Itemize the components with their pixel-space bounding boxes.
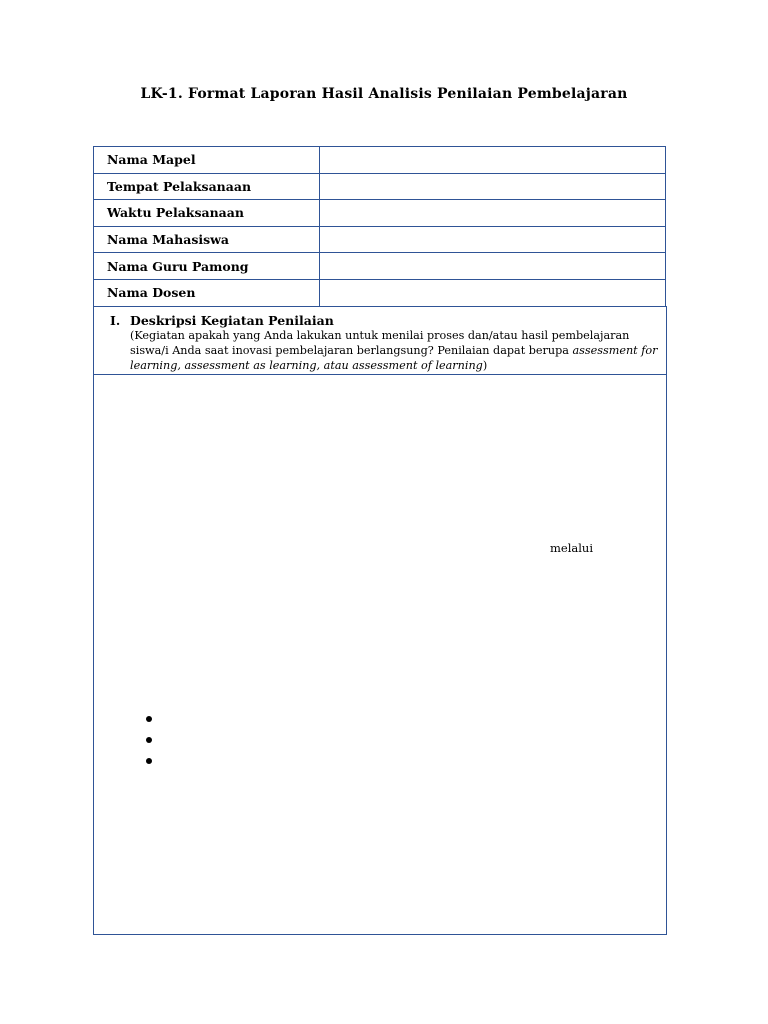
- bullet-icon: [146, 737, 152, 743]
- section-header: [94, 306, 666, 375]
- row-label-nama-guru-pamong: Nama Guru Pamong: [94, 253, 320, 280]
- row-label-tempat-pelaksanaan: Tempat Pelaksanaan: [94, 173, 320, 200]
- description-italic: assessment for learning, assessment as learning, atau assessment of learning: [130, 344, 658, 373]
- section-deskripsi-kegiatan: [93, 306, 667, 935]
- description-close: ): [482, 359, 488, 373]
- section-body[interactable]: [94, 375, 666, 934]
- document-title: LK-1. Format Laporan Hasil Analisis Penilaian Pembelajaran: [140, 86, 628, 102]
- body-text-melalui: melalui: [550, 541, 594, 555]
- bullet-icon: [146, 758, 152, 764]
- row-label-nama-mapel: Nama Mapel: [94, 147, 320, 174]
- table-row: [94, 226, 666, 253]
- row-value-tempat-pelaksanaan[interactable]: [320, 173, 666, 200]
- table-row: [94, 200, 666, 227]
- table-row: [94, 173, 666, 200]
- table-row: [94, 147, 666, 174]
- section-title: Deskripsi Kegiatan Penilaian: [130, 313, 334, 328]
- row-value-nama-mahasiswa[interactable]: [320, 226, 666, 253]
- info-table: [93, 146, 666, 307]
- row-label-waktu-pelaksanaan: Waktu Pelaksanaan: [94, 200, 320, 227]
- table-row: [94, 253, 666, 280]
- description-text: (Kegiatan apakah yang Anda lakukan untuk menilai proses dan/atau hasil pembelajaran siswa/i Anda saat inovasi pembelajaran berlangsung? Penilaian dapat berupa: [130, 329, 630, 358]
- row-label-nama-dosen: Nama Dosen: [94, 279, 320, 306]
- row-value-nama-dosen[interactable]: [320, 279, 666, 306]
- row-label-nama-mahasiswa: Nama Mahasiswa: [94, 226, 320, 253]
- table-row: [94, 279, 666, 306]
- row-value-nama-mapel[interactable]: [320, 147, 666, 174]
- section-description: [130, 328, 660, 374]
- row-value-waktu-pelaksanaan[interactable]: [320, 200, 666, 227]
- row-value-nama-guru-pamong[interactable]: [320, 253, 666, 280]
- bullet-icon: [146, 716, 152, 722]
- section-number: I.: [110, 313, 121, 328]
